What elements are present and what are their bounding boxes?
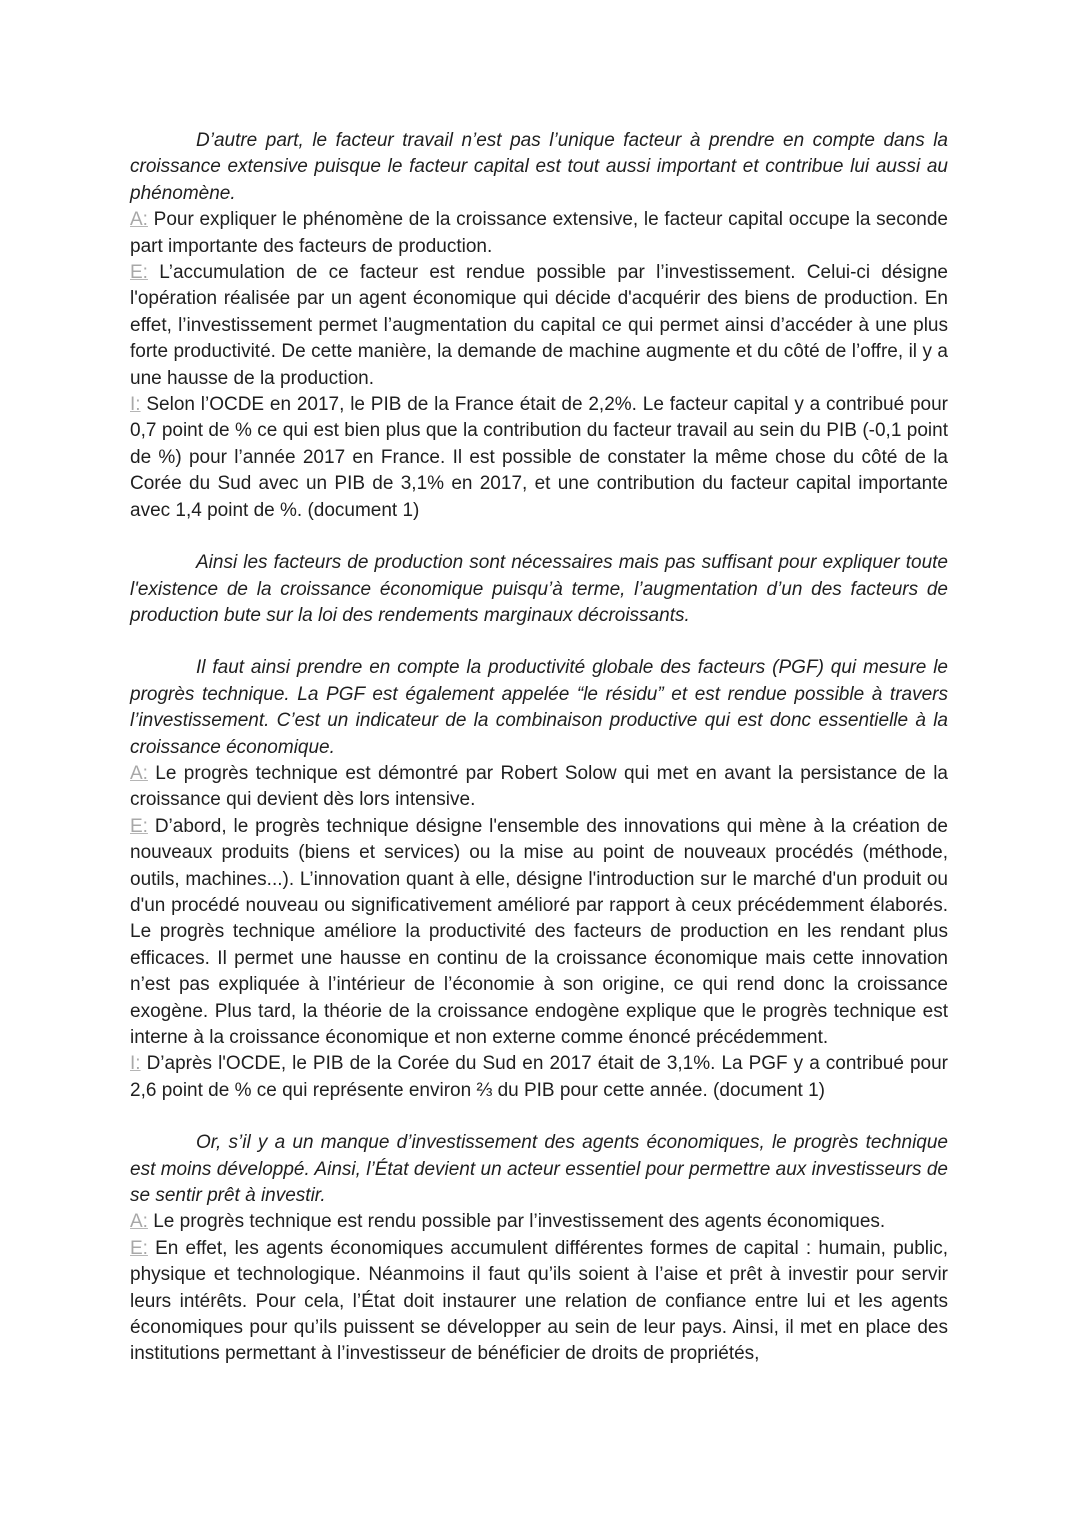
section3-a-paragraph xyxy=(130,761,948,814)
section1-e-paragraph xyxy=(130,260,948,392)
section1-a-text: Pour expliquer le phénomène de la croissance extensive, le facteur capital occupe la seconde part importante des facteurs de production. xyxy=(130,209,948,257)
section4-e-text: En effet, les agents économiques accumulent différentes formes de capital : humain, public, physique et technologique. Néanmoins il faut qu’ils soient à l’aise et prêt à investir pour servir leurs intérêts. Pour cela, l’État doit instaurer une relation de confiance entre lui et les agents économiques pour qu’ils puissent se développer au sein de leur pays. Ainsi, il met en place des institutions permettant à l’investisseur de bénéficier de droits de propriétés, xyxy=(130,1237,948,1365)
section3-i-text: D’après l'OCDE, le PIB de la Corée du Sud en 2017 était de 3,1%. La PGF y a contribué pour 2,6 point de % ce qui représente environ ⅔ du PIB pour cette année. (document 1) xyxy=(130,1053,948,1101)
e-marker: E: xyxy=(130,262,148,284)
section1-a-paragraph xyxy=(130,207,948,260)
document-page xyxy=(130,128,948,1368)
a-marker: A: xyxy=(130,209,148,231)
section4-a-paragraph xyxy=(130,1209,948,1235)
section1-intro: D’autre part, le facteur travail n’est pas l’unique facteur à prendre en compte dans la croissance extensive puisque le facteur capital est tout aussi important et contribue lui aussi au phénomène. xyxy=(130,130,948,204)
spacer xyxy=(130,1104,948,1130)
section3-a-text: Le progrès technique est démontré par Robert Solow qui met en avant la persistance de la croissance qui devient dès lors intensive. xyxy=(130,762,948,811)
section3-e-paragraph xyxy=(130,814,948,1052)
section1-i-text: Selon l’OCDE en 2017, le PIB de la France était de 2,2%. Le facteur capital y a contribué pour 0,7 point de % ce qui est bien plus que la contribution du facteur travail au sein du PIB (-0,1 point de %) pour l’année 2017 en France. Il est possible de constater la même chose du côté de la Corée du Sud avec un PIB de 3,1% en 2017, et une contribution du facteur capital importante avec 1,4 point de %. (document 1) xyxy=(130,394,948,521)
section4-intro: Or, s’il y a un manque d’investissement des agents économiques, le progrès technique est moins développé. Ainsi, l’État devient un acteur essentiel pour permettre aux investisseurs de se sentir prêt à investir. xyxy=(130,1132,948,1207)
spacer xyxy=(130,524,948,550)
a-marker: A: xyxy=(130,1211,148,1233)
e-marker: E: xyxy=(130,815,148,837)
section3-e-text: D’abord, le progrès technique désigne l'ensemble des innovations qui mène à la création de nouveaux produits (biens et services) ou la mise au point de nouveaux procédés (méthode, outils, machines...). L’innovation quant à elle, désigne l'introduction sur le marché d'un produit ou d'un procédé nouveau ou significativement amélioré par rapport à ceux précédemment élaborés. Le progrès technique améliore la productivité des facteurs de production en les rendant plus efficaces. Il permet une hausse en continu de la croissance économique mais cette innovation n’est pas expliquée à l’intérieur de l’économie à son origine, ce qui rend donc la croissance exogène. Plus tard, la théorie de la croissance endogène explique que le progrès technique est interne à la croissance économique et non externe comme énoncé précédemment. xyxy=(130,815,948,1048)
i-marker: I: xyxy=(130,394,141,416)
section1-i-paragraph xyxy=(130,392,948,524)
spacer xyxy=(130,629,948,655)
section4-a-text: Le progrès technique est rendu possible par l’investissement des agents économiques. xyxy=(147,1211,886,1233)
i-marker: I: xyxy=(130,1053,141,1075)
section3-i-paragraph xyxy=(130,1051,948,1104)
e-marker: E: xyxy=(130,1237,148,1259)
section1-e-text: L’accumulation de ce facteur est rendue possible par l’investissement. Celui-ci désigne l'opération réalisée par un agent économique qui décide d'acquérir des biens de production. En effet, l’investissement permet l’augmentation du capital ce qui permet ainsi d’accéder à une plus forte productivité. De cette manière, la demande de machine augmente et du côté de l’offre, il y a une hausse de la production. xyxy=(130,262,948,389)
section3-intro: Il faut ainsi prendre en compte la productivité globale des facteurs (PGF) qui mesure le progrès technique. La PGF est également appelée “le résidu” et est rendue possible à travers l’investissement. C’est un indicateur de la combinaison productive qui est donc essentielle à la croissance économique. xyxy=(130,657,948,758)
section2-intro: Ainsi les facteurs de production sont nécessaires mais pas suffisant pour expliquer toute l'existence de la croissance économique puisqu’à terme, l’augmentation d’un des facteurs de production bute sur la loi des rendements marginaux décroissants. xyxy=(130,552,948,626)
section4-e-paragraph xyxy=(130,1236,948,1368)
a-marker: A: xyxy=(130,762,148,784)
